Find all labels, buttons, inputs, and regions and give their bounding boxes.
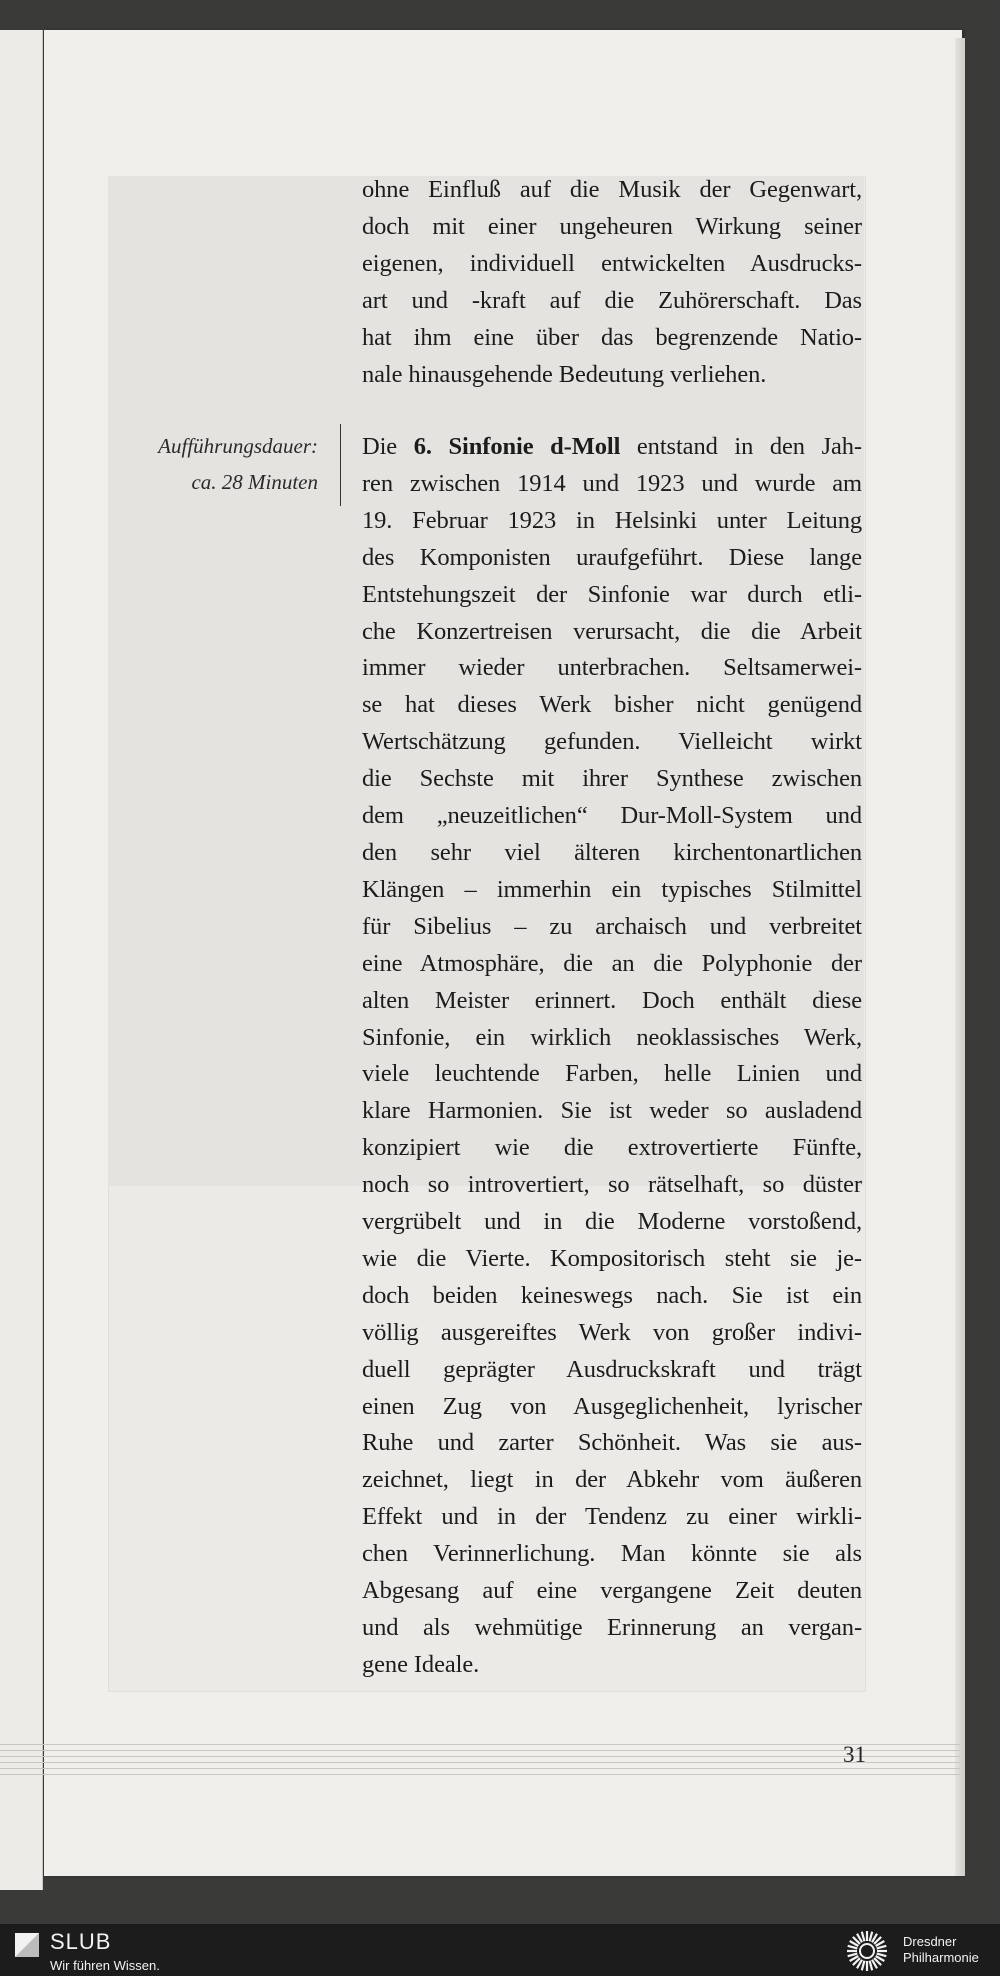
paragraph-sinfonie-6 [362, 429, 862, 1684]
duration-label: Aufführungsdauer: [158, 434, 318, 458]
line-rest: entstand in den Jah- [620, 433, 862, 460]
text-line: che Konzertreisen verursacht, die die Arbeit [362, 617, 862, 645]
text-line: für Sibelius – zu archaisch und verbreitet [362, 912, 862, 940]
footer-rules [0, 1738, 960, 1782]
duration-value: ca. 28 Minuten [191, 470, 318, 494]
sunburst-ray [870, 1961, 873, 1971]
text-line: gene Ideale. [362, 1650, 480, 1678]
text-line: se hat dieses Werk bisher nicht genügend [362, 691, 862, 719]
sunburst-ray [862, 1961, 865, 1971]
text-line: Ruhe und zarter Schönheit. Was sie aus- [362, 1429, 862, 1457]
text-line: alten Meister erinnert. Doch enthält diese [362, 986, 862, 1014]
partner-name[interactable] [903, 1934, 979, 1966]
text-line: immer wieder unterbrachen. Seltsamerwei- [362, 654, 862, 682]
text-line: doch beiden keineswegs nach. Sie ist ein [362, 1281, 862, 1309]
text-line: chen Verinnerlichung. Man könnte sie als [362, 1540, 862, 1568]
text-line: ren zwischen 1914 und 1923 und wurde am [362, 469, 862, 497]
text-line: art und -kraft auf die Zuhörerschaft. Das [362, 286, 862, 314]
text-line: nale hinausgehende Bedeutung verliehen. [362, 360, 767, 388]
performance-duration-note [110, 428, 318, 500]
work-title: 6. Sinfonie d-Moll [413, 433, 621, 460]
paragraph-intro [362, 172, 862, 393]
text-line: ohne Einfluß auf die Musik der Gegenwart, [362, 176, 862, 203]
sunburst-ray [848, 1954, 858, 1957]
sunburst-ray [870, 1932, 873, 1942]
text-line: Abgesang auf eine vergangene Zeit deuten [362, 1577, 862, 1605]
text-line: einen Zug von Ausgeglichenheit, lyrischer [362, 1392, 862, 1420]
sunburst-ray [848, 1946, 858, 1949]
text-line: klare Harmonien. Sie ist weder so ausladend [362, 1097, 862, 1125]
text-line: völlig ausgereiftes Werk von großer indivi- [362, 1318, 862, 1346]
text-line: eine Atmosphäre, die an die Polyphonie der [362, 949, 862, 977]
text-line: wie die Vierte. Kompositorisch steht sie je- [362, 1244, 862, 1272]
sunburst-ray [877, 1946, 887, 1949]
margin-rule [340, 424, 341, 506]
sunburst-ray [877, 1954, 887, 1957]
partner-line-1: Dresdner [903, 1934, 957, 1949]
text-line: Klängen – immerhin ein typisches Stilmittel [362, 875, 862, 903]
text-line: konzipiert wie die extrovertierte Fünfte, [362, 1134, 862, 1162]
slub-tagline: Wir führen Wissen. [50, 1958, 160, 1973]
text-line: vergrübelt und in die Moderne vorstoßend, [362, 1208, 862, 1236]
text-line: den sehr viel älteren kirchentonartlichen [362, 838, 862, 866]
text-line: 19. Februar 1923 in Helsinki unter Leitung [362, 506, 862, 534]
text-line: Entstehungszeit der Sinfonie war durch etli- [362, 580, 862, 608]
partner-line-2: Philharmonie [903, 1950, 979, 1965]
text-line: Wertschätzung gefunden. Vielleicht wirkt [362, 728, 862, 756]
text-line: dem „neuzeitlichen“ Dur-Moll-System und [362, 802, 862, 830]
slub-name: SLUB [50, 1929, 112, 1954]
text-line: hat ihm eine über das begrenzende Natio- [362, 323, 862, 351]
text-line: Effekt und in der Tendenz zu einer wirkli- [362, 1503, 862, 1531]
page-number: 31 [843, 1742, 866, 1767]
text-line: duell geprägter Ausdruckskraft und trägt [362, 1355, 862, 1383]
paragraph-first-line [362, 429, 862, 466]
sunburst-ray [862, 1932, 865, 1942]
text-line: und als wehmütige Erinnerung an vergan- [362, 1614, 862, 1641]
sunburst-logo-icon[interactable] [841, 1928, 893, 1974]
text-line: zeichnet, liegt in der Abkehr vom äußeren [362, 1466, 862, 1494]
text-line: noch so introvertiert, so rätselhaft, so düster [362, 1171, 862, 1199]
page-thickness-edge [955, 38, 965, 1876]
slub-logo-icon [14, 1932, 40, 1958]
text-line: die Sechste mit ihrer Synthese zwischen [362, 765, 862, 793]
facing-page-edge [0, 30, 43, 1890]
line-lead: Die [362, 433, 414, 460]
text-line: Sinfonie, ein wirklich neoklassisches Werk, [362, 1023, 862, 1051]
text-line: doch mit einer ungeheuren Wirkung seiner [362, 212, 862, 240]
paragraph-lines [362, 466, 862, 1684]
text-line: des Komponisten uraufgeführt. Diese lange [362, 543, 862, 571]
text-line: eigenen, individuell entwickelten Ausdrucks- [362, 249, 862, 277]
text-line: viele leuchtende Farben, helle Linien und [362, 1060, 862, 1088]
